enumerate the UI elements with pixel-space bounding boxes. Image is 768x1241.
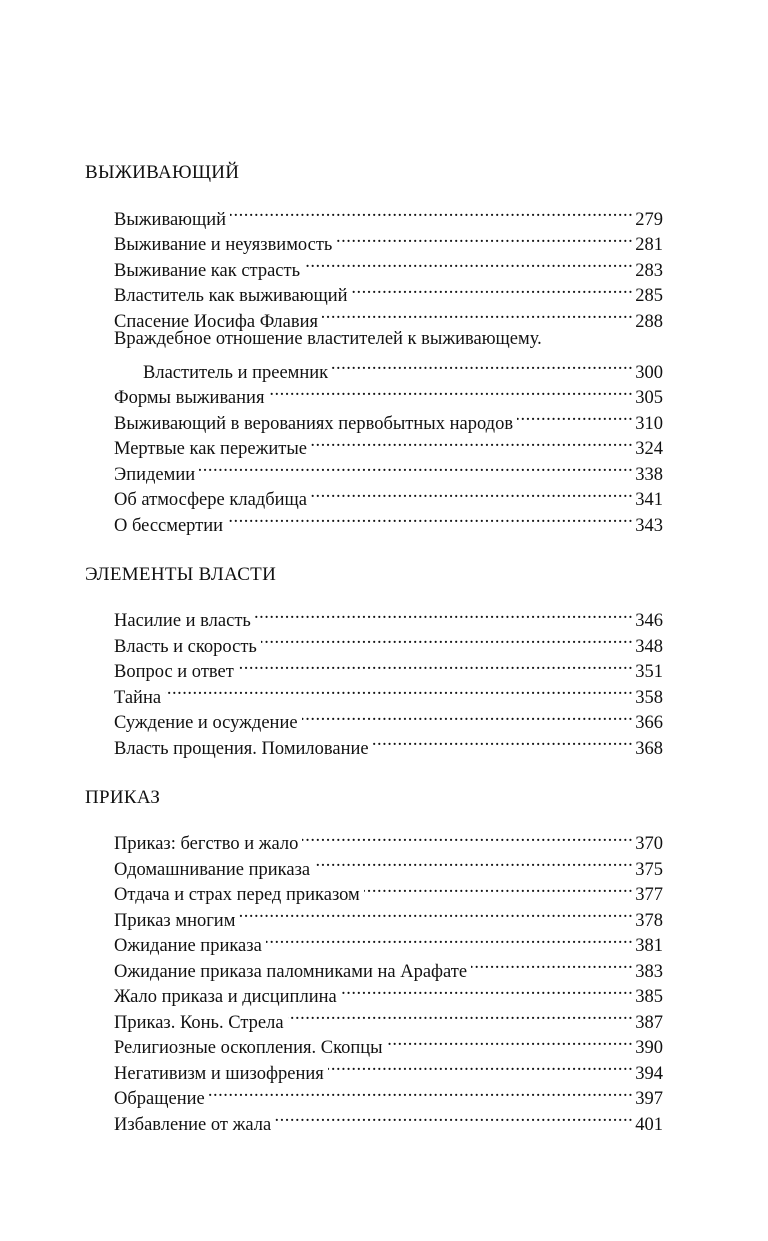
section-title: ЭЛЕМЕНТЫ ВЛАСТИ xyxy=(85,563,277,585)
entry-label: Ожидание приказа паломниками на Арафате xyxy=(114,961,468,982)
toc-entry[interactable] xyxy=(114,677,663,708)
entry-page-number: 285 xyxy=(635,286,663,306)
entry-label: Выживание и неуязвимость xyxy=(114,235,333,255)
entry-label: Избавление от жала xyxy=(114,1114,272,1135)
toc-section xyxy=(85,160,663,536)
dot-leader xyxy=(275,1104,633,1130)
entry-page-number: 397 xyxy=(635,1089,663,1109)
section-title: ПРИКАЗ xyxy=(85,786,161,808)
dot-leader xyxy=(261,626,633,652)
entry-page-number: 383 xyxy=(635,961,663,982)
dot-leader xyxy=(230,199,633,225)
dot-leader xyxy=(311,480,633,506)
dot-leader xyxy=(322,301,633,327)
entry-page-number: 378 xyxy=(635,910,663,931)
entry-label: Эпидемии xyxy=(114,464,196,485)
toc-entries xyxy=(85,601,663,759)
dot-leader xyxy=(302,824,633,850)
entry-label: О бессмертии xyxy=(114,515,224,536)
entry-page-number: 381 xyxy=(635,936,663,956)
dot-leader xyxy=(314,849,633,875)
entry-label: Власть прощения. Помилование xyxy=(114,738,369,759)
toc-section xyxy=(85,785,663,1135)
entry-page-number: 279 xyxy=(635,209,663,230)
entry-label: Выживающий xyxy=(114,209,227,230)
dot-leader xyxy=(288,1002,634,1028)
dot-leader xyxy=(238,652,633,678)
toc-entry[interactable] xyxy=(114,327,663,353)
entry-page-number: 366 xyxy=(635,713,663,733)
entry-page-number: 310 xyxy=(635,413,663,434)
dot-leader xyxy=(199,454,633,480)
entry-label: Враждебное отношение властителей к выживающему. xyxy=(114,328,542,349)
entry-label: Вопрос и ответ xyxy=(114,662,234,682)
toc-entry[interactable] xyxy=(114,601,663,631)
dot-leader xyxy=(239,900,633,926)
toc-entry[interactable] xyxy=(114,199,663,230)
dot-leader xyxy=(268,378,633,404)
entry-label: Жало приказа и дисциплина xyxy=(114,987,337,1007)
entry-page-number: 348 xyxy=(635,636,663,657)
entry-label: Приказ. Конь. Стрела xyxy=(114,1012,284,1033)
dot-leader xyxy=(373,728,634,754)
dot-leader xyxy=(341,977,634,1003)
dot-leader xyxy=(302,703,634,729)
entry-page-number: 401 xyxy=(635,1114,663,1135)
toc-entry[interactable] xyxy=(114,824,663,854)
dot-leader xyxy=(255,601,633,627)
entry-label: Обращение xyxy=(114,1089,205,1109)
entry-label: Выживающий в верованиях первобытных народов xyxy=(114,413,514,434)
dot-leader xyxy=(165,677,633,703)
dot-leader xyxy=(311,429,633,455)
entry-label: Мертвые как пережитые xyxy=(114,439,308,459)
dot-leader xyxy=(304,250,633,276)
entry-label: Формы выживания xyxy=(114,388,265,408)
entry-label: Властитель как выживающий xyxy=(114,286,348,306)
table-of-contents xyxy=(85,160,663,1161)
entry-page-number: 370 xyxy=(635,834,663,854)
entry-page-number: 324 xyxy=(635,439,663,459)
entry-page-number: 343 xyxy=(635,515,663,536)
dot-leader xyxy=(328,1053,633,1079)
entry-label: Об атмосфере кладбища xyxy=(114,490,307,510)
entry-label: Религиозные оскопления. Скопцы xyxy=(114,1038,383,1058)
section-title: ВЫЖИВАЮЩИЙ xyxy=(85,162,240,183)
toc-entries xyxy=(85,824,663,1135)
toc-entry-continuation[interactable] xyxy=(114,352,663,383)
entry-page-number: 341 xyxy=(635,490,663,510)
dot-leader xyxy=(517,403,633,429)
entry-page-number: 358 xyxy=(635,687,663,708)
dot-leader xyxy=(266,926,633,952)
entry-label: Одомашнивание приказа xyxy=(114,859,311,880)
dot-leader xyxy=(471,951,633,977)
entry-label: Насилие и власть xyxy=(114,611,251,631)
entry-label-continuation: Властитель и преемник xyxy=(143,362,329,383)
entry-page-number: 346 xyxy=(635,611,663,631)
entry-page-number: 281 xyxy=(635,235,663,255)
entry-label: Приказ многим xyxy=(114,910,236,931)
entry-page-number: 375 xyxy=(635,859,663,880)
toc-entry[interactable] xyxy=(114,480,663,510)
toc-entry[interactable] xyxy=(114,703,663,733)
dot-leader xyxy=(387,1028,634,1054)
dot-leader xyxy=(209,1079,634,1105)
entry-label: Тайна xyxy=(114,687,162,708)
entry-page-number: 387 xyxy=(635,1012,663,1033)
entry-label: Выживание как страсть xyxy=(114,260,301,281)
entry-page-number: 390 xyxy=(635,1038,663,1058)
entry-label: Отдача и страх перед приказом xyxy=(114,885,360,905)
dot-leader xyxy=(227,505,633,531)
dot-leader xyxy=(336,225,633,251)
entry-page-number: 351 xyxy=(635,662,663,682)
toc-entries xyxy=(85,199,663,536)
entry-page-number: 385 xyxy=(635,987,663,1007)
entry-page-number: 368 xyxy=(635,738,663,759)
entry-label: Негативизм и шизофрения xyxy=(114,1063,324,1084)
entry-label: Власть и скорость xyxy=(114,636,257,657)
entry-label: Ожидание приказа xyxy=(114,936,262,956)
entry-page-number: 338 xyxy=(635,464,663,485)
dot-leader xyxy=(352,276,634,302)
entry-label: Суждение и осуждение xyxy=(114,713,298,733)
dot-leader xyxy=(332,352,633,378)
dot-leader xyxy=(364,875,634,901)
entry-page-number: 288 xyxy=(635,311,663,332)
entry-page-number: 283 xyxy=(635,260,663,281)
entry-page-number: 377 xyxy=(635,885,663,905)
entry-label: Приказ: бегство и жало xyxy=(114,834,299,854)
entry-page-number: 305 xyxy=(635,388,663,408)
entry-page-number: 394 xyxy=(635,1063,663,1084)
entry-page-number: 300 xyxy=(635,362,663,383)
entry-label: Спасение Иосифа Флавия xyxy=(114,311,319,332)
toc-section xyxy=(85,562,663,759)
